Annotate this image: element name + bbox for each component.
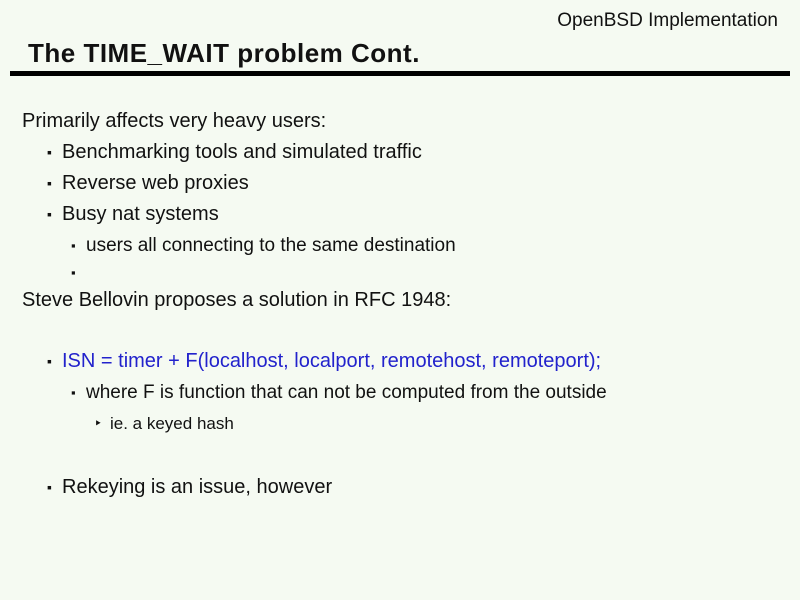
list-item-text: Reverse web proxies [62,172,249,194]
vertical-spacer [20,316,792,346]
list-item-empty [20,261,792,285]
bullet-square-icon: ▪ [71,385,76,400]
bullet-square-icon: ▪ [47,175,52,191]
bullet-arrow-icon: ‣ [94,415,103,431]
list-item-text: where F is function that can not be computed from the outside [86,382,607,403]
bullet-square-icon: ▪ [47,353,52,369]
list-item-text: ie. a keyed hash [110,414,234,433]
paragraph-line [20,106,792,137]
paragraph-text: Steve Bellovin proposes a solution in RFC 1948: [22,289,452,311]
list-item-text: Busy nat systems [62,203,219,225]
bullet-square-icon: ▪ [71,238,76,253]
list-item [20,346,792,377]
title-underline [10,71,790,76]
bullet-square-icon: ▪ [47,206,52,222]
list-item [20,377,792,408]
list-item [20,168,792,199]
list-item-text: ISN = timer + F(localhost, localport, remotehost, remoteport); [62,350,602,372]
vertical-spacer [20,439,792,472]
list-item [20,408,792,439]
bullet-square-icon: ▪ [47,479,52,495]
bullet-square-icon: ▪ [71,265,76,280]
paragraph-line [20,285,792,316]
list-item-text: Rekeying is an issue, however [62,476,333,498]
list-item [20,137,792,168]
list-item-text: users all connecting to the same destination [86,235,456,256]
paragraph-text: Primarily affects very heavy users: [22,110,327,132]
corner-header-text: OpenBSD Implementation [557,10,778,31]
list-item [20,230,792,261]
corner-header [557,10,778,32]
list-item [20,199,792,230]
list-item [20,472,792,503]
slide-body [20,106,792,503]
page-title: The TIME_WAIT problem Cont. [28,38,420,68]
bullet-square-icon: ▪ [47,144,52,160]
list-item-text: Benchmarking tools and simulated traffic [62,141,422,163]
